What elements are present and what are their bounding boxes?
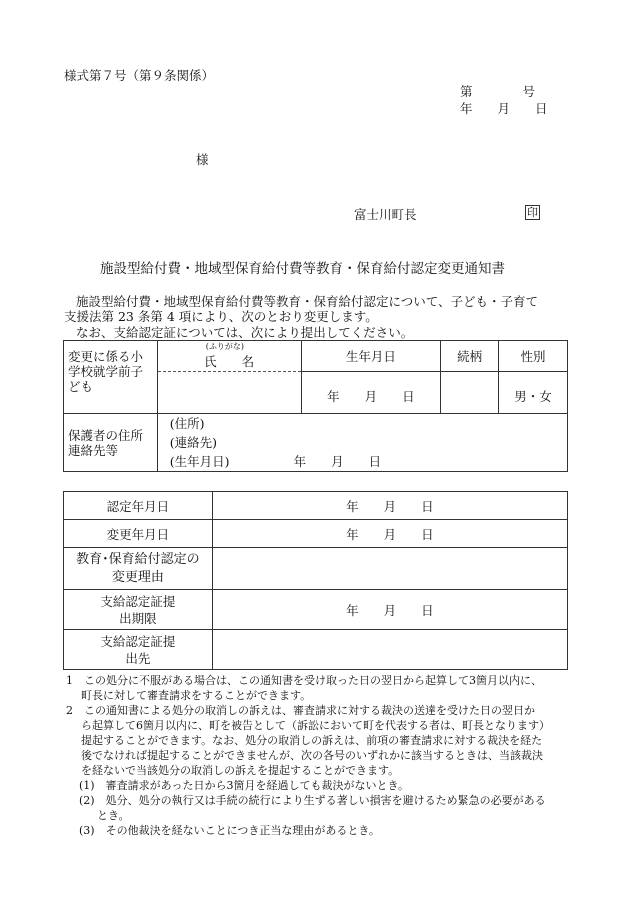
child-birth-date: 年 月 日 xyxy=(301,372,441,414)
sub-item-3: (3) その他裁決を経ないことにつき正当な理由があるとき。 xyxy=(79,824,380,837)
submission-destination-value xyxy=(212,630,567,670)
submission-destination-label: 支給認定証提出先 xyxy=(64,630,213,670)
submission-deadline-label: 支給認定証提出期限 xyxy=(64,590,213,630)
seal-mark: 印 xyxy=(527,206,538,219)
relationship-header: 続柄 xyxy=(441,341,499,372)
furigana-label: (ふりがな) xyxy=(205,342,245,351)
note-1-line-2: 町長に対して審査請求をすることができます。 xyxy=(81,689,312,702)
guardian-contact-label: (連絡先) xyxy=(169,435,218,450)
guardian-label: 保護者の住所連絡先等 xyxy=(64,414,158,472)
child-sex: 男・女 xyxy=(499,372,568,414)
note-2-line-3: 提起することができます。なお、処分の取消しの訴えは、前項の審査請求に対する裁決を経た xyxy=(81,734,543,747)
child-guardian-table xyxy=(63,340,568,472)
issuer-name: 富士川町長 xyxy=(354,207,417,222)
change-reason-label: 教育･保育給付認定の変更理由 xyxy=(64,548,213,590)
child-relationship-cell xyxy=(441,372,499,414)
guardian-birth-label: (生年月日) xyxy=(169,454,230,469)
body-line-2: 支援法第 23 条第 4 項により、次のとおり変更します。 xyxy=(64,309,378,324)
note-2-line-5: を経ないで当該処分の取消しの訴えを提起することができます。 xyxy=(81,764,400,777)
submission-deadline-value: 年 月 日 xyxy=(212,590,567,630)
certification-date-label: 認定年月日 xyxy=(64,492,213,520)
certification-date-value: 年 月 日 xyxy=(212,492,567,520)
document-title: 施設型給付費・地域型保育給付費等教育・保育給付認定変更通知書 xyxy=(100,261,505,277)
form-number: 様式第７号（第９条関係） xyxy=(64,68,215,83)
note-1-line-1: 1 この処分に不服がある場合は、この通知書を受け取った日の翌日から起算して3箇月以内に、 xyxy=(66,674,542,687)
sub-item-2-line-2: とき。 xyxy=(97,809,130,822)
note-2-line-1: 2 この通知書による処分の取消しの訴えは、審査請求に対する裁決の送達を受けた日の翌日か xyxy=(66,704,535,717)
body-line-1: 施設型給付費・地域型保育給付費等教育・保育給付認定について、子ども・子育て xyxy=(76,294,539,309)
birth-date-header: 生年月日 xyxy=(301,341,441,372)
sex-header: 性別 xyxy=(499,341,568,372)
sub-item-2-line-1: (2) 処分、処分の執行又は手続の続行により生ずる著しい損害を避けるため緊急の必要がある xyxy=(79,794,546,807)
note-2-line-4: 後でなければ提起することができませんが、次の各号のいずれかに該当するときは、当該裁決 xyxy=(81,749,543,762)
child-label: 変更に係る小学校就学前子ども xyxy=(64,341,158,414)
child-name-header-cell xyxy=(157,341,301,372)
addressee-suffix: 様 xyxy=(196,152,209,167)
change-reason-value xyxy=(212,548,567,590)
body-line-3: なお、支給認定証については、次により提出してください。 xyxy=(76,325,414,340)
note-2-line-2: ら起算して6箇月以内に、町を被告として（訴訟において町を代表する者は、町長となります） xyxy=(81,719,550,732)
change-date-value: 年 月 日 xyxy=(212,520,567,548)
change-date-label: 変更年月日 xyxy=(64,520,213,548)
guardian-birth-value: 年 月 日 xyxy=(293,454,382,469)
sub-item-1: (1) 審査請求があった日から3箇月を経過しても裁決がないとき。 xyxy=(79,779,410,792)
certification-table xyxy=(63,491,568,670)
document-number-label: 第 号 xyxy=(460,84,536,99)
guardian-address-label: (住所) xyxy=(169,416,205,431)
issue-date-label: 年 月 日 xyxy=(460,101,548,116)
child-name-cell xyxy=(157,372,301,414)
name-label: 氏 名 xyxy=(204,354,255,369)
guardian-info-cell xyxy=(157,414,567,472)
